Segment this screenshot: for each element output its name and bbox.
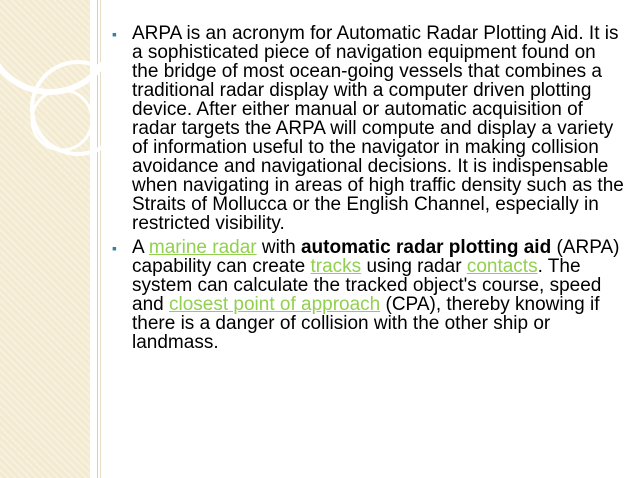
contacts-link[interactable]: contacts	[466, 256, 538, 277]
text-segment: using radar	[361, 256, 467, 277]
bullet-marker: ▪	[112, 26, 117, 42]
deco-circle-middle	[32, 62, 124, 154]
bullet-text: ARPA is an acronym for Automatic Radar Plotting Aid. It is a sophisticated piece of navigation equipment found on the bridge of most ocean-going vessels that combines a traditional radar display with a computer driven plotting device. After either manual or automatic acquisition of radar targets the ARPA will compute and display a variety of information useful to the navigator in making collision avoidance and navigational decisions. It is indispensable when navigating in areas of high traffic density such as the Straits of Mollucca or the English Channel, especially in restricted visibility.	[132, 23, 624, 234]
slide-content	[112, 24, 624, 357]
bullet-item-arpa-definition	[112, 24, 624, 233]
text-segment: A	[132, 237, 149, 258]
text-segment: (ARPA) capability can create	[132, 237, 620, 277]
deco-circle-inner	[32, 90, 92, 150]
marine-radar-link[interactable]: marine radar	[148, 237, 257, 258]
bullet-marker: ▪	[112, 240, 117, 256]
bullet-item-arpa-capability	[112, 238, 624, 352]
text-segment: . The system can calculate the tracked object's course, speed and	[132, 256, 602, 315]
deco-circle-top	[0, 0, 114, 92]
text-segment: with	[256, 237, 301, 258]
bullet-text-rich	[132, 238, 624, 352]
arpa-bold-term: automatic radar plotting aid	[300, 237, 552, 258]
text-segment: (CPA), thereby knowing if there is a danger of collision with the other ship or landmass.	[132, 294, 600, 353]
tracks-link[interactable]: tracks	[310, 256, 362, 277]
closest-point-of-approach-link[interactable]: closest point of approach	[168, 294, 381, 315]
